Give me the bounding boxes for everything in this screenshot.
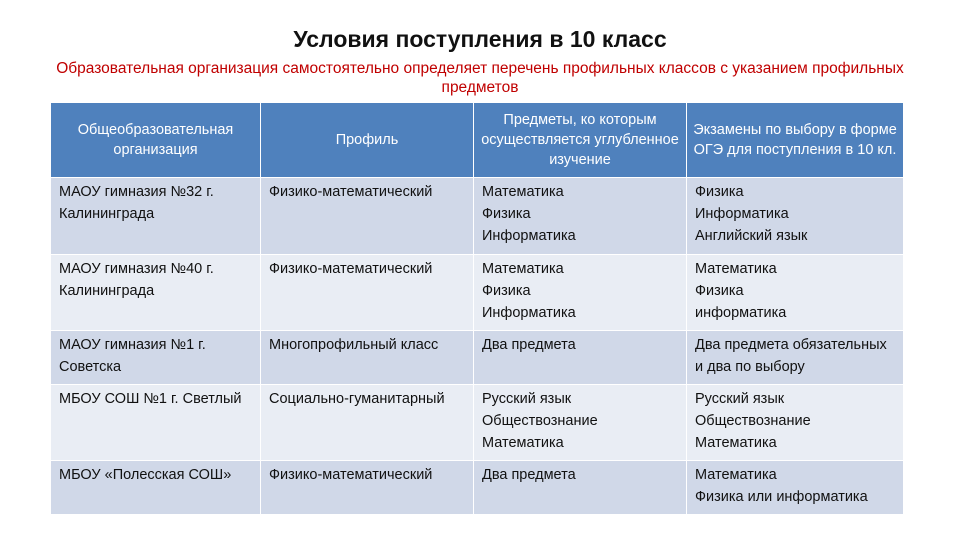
cell-subjects: Математика Физика Информатика [474,178,687,255]
cell-profile: Многопрофильный класс [261,331,474,385]
table-row [51,178,904,255]
cell-organization: МАОУ гимназия №32 г. Калининграда [51,178,261,255]
cell-organization: МАОУ гимназия №1 г. Советска [51,331,261,385]
header-subjects: Предметы, ко которым осуществляется углубленное изучение [474,103,687,178]
cell-organization: МБОУ «Полесская СОШ» [51,461,261,515]
cell-subjects: Математика Физика Информатика [474,254,687,331]
table-header-row [51,103,904,178]
header-organization: Общеобразовательная организация [51,103,261,178]
cell-exams: Математика Физика информатика [687,254,904,331]
cell-subjects: Два предмета [474,461,687,515]
table-row [51,254,904,331]
admission-table [50,102,904,515]
table-row [51,461,904,515]
cell-profile: Физико-математический [261,178,474,255]
cell-profile: Физико-математический [261,461,474,515]
header-exams: Экзамены по выбору в форме ОГЭ для поступления в 10 кл. [687,103,904,178]
cell-profile: Социально-гуманитарный [261,384,474,461]
cell-exams: Русский язык Обществознание Математика [687,384,904,461]
cell-organization: МБОУ СОШ №1 г. Светлый [51,384,261,461]
cell-organization: МАОУ гимназия №40 г. Калининграда [51,254,261,331]
cell-profile: Физико-математический [261,254,474,331]
cell-exams: Математика Физика или информатика [687,461,904,515]
page-title: Условия поступления в 10 класс [293,26,667,52]
header-profile: Профиль [261,103,474,178]
cell-subjects: Два предмета [474,331,687,385]
table-row [51,384,904,461]
cell-exams: Два предмета обязательных и два по выбору [687,331,904,385]
page-subtitle: Образовательная организация самостоятельно определяет перечень профильных классов с указанием профильных предметов [56,60,904,96]
cell-subjects: Русский язык Обществознание Математика [474,384,687,461]
table-row [51,331,904,385]
cell-exams: Физика Информатика Английский язык [687,178,904,255]
